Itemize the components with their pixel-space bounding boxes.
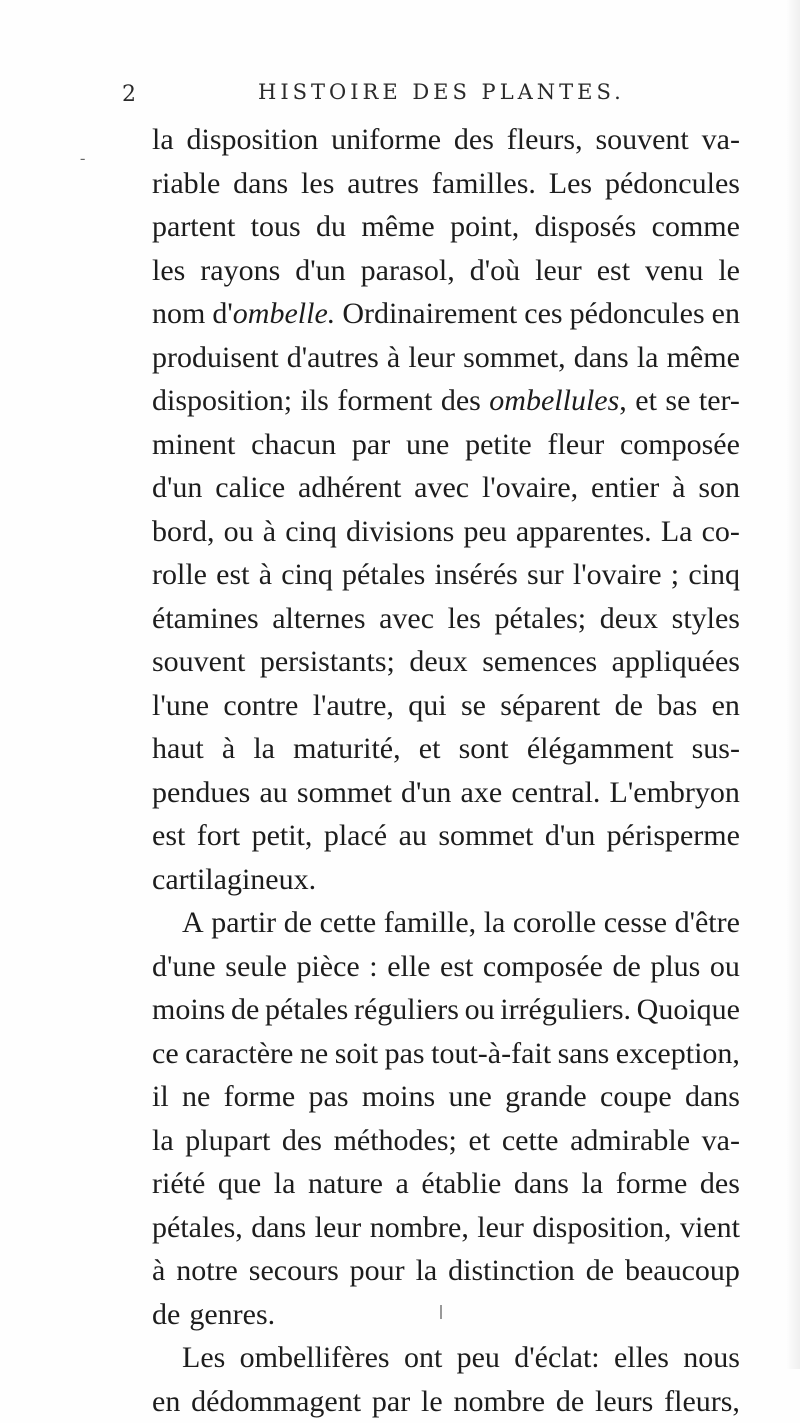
word: disposition, [532,1206,671,1250]
word: même [667,336,740,380]
word: insérés [435,553,518,597]
word: de [231,988,259,1032]
word: des [441,379,481,423]
word: le [718,249,740,293]
word: styles [672,597,740,641]
word: bas [657,684,697,728]
word: méthodes; [334,1119,457,1163]
word: ou [710,945,740,989]
bottom-mark [440,1305,442,1319]
word: pédoncules [570,292,705,336]
word: la [484,901,506,945]
word: et [419,727,441,771]
word: avec [379,597,434,641]
text-line [152,379,740,423]
word: pétales; [495,597,587,641]
word: divisions [346,510,454,554]
word: cinq [285,510,337,554]
word: est [440,945,473,989]
word: leur [535,249,582,293]
word: cesse [604,901,667,945]
word: ces [524,292,562,336]
word: les [301,162,334,206]
word: vient [680,1206,740,1250]
text-line [152,901,740,945]
word: Les [182,1336,225,1380]
word: persistants; [260,640,395,684]
word: adhérent [298,466,401,510]
word: genres. [189,1293,275,1337]
word: d'un [545,814,595,858]
word: forment [337,379,432,423]
word: au [259,771,287,815]
word: est [216,553,249,597]
word: corolle [513,901,596,945]
text-line [152,640,740,684]
word: deux [600,597,658,641]
word: des [700,1162,740,1206]
word: pétales [342,553,425,597]
text-line [152,205,740,249]
word: nature [308,1162,383,1206]
text-line [152,1119,740,1163]
word: : [369,945,377,989]
word: forme [224,1075,296,1119]
word: distinction [448,1249,575,1293]
word: cinq [281,553,333,597]
word: la [152,118,174,162]
word: exception, [616,1032,740,1076]
word: pétales [265,988,348,1032]
word: produisent [152,336,279,380]
word: ou [224,510,254,554]
word: cinq [688,553,740,597]
text-line [152,553,740,597]
word: Les [549,162,592,206]
word: peu [463,510,506,554]
word: pas [385,1032,425,1076]
word: la [637,336,659,380]
word: parasol, [361,249,455,293]
word: beaucoup [625,1249,740,1293]
word: d'éclat: [514,1336,599,1380]
word: admirable [570,1119,690,1163]
word: central. [511,771,600,815]
word: dans [233,162,288,206]
word: ou [465,988,495,1032]
word: pièce [296,945,359,989]
word: secours [249,1249,339,1293]
word: la [253,727,275,771]
word: périsperme [607,814,740,858]
word: à [672,466,685,510]
word: dédommagent [191,1380,361,1423]
word: entier [591,466,659,510]
word: Ordinairement [342,292,517,336]
word: par [352,423,390,467]
word: sont [459,727,509,771]
word: l'une [152,684,209,728]
word: fleurs, [507,118,583,162]
word: dans [574,336,629,380]
text-line [152,597,740,641]
word: va- [702,118,740,162]
word: souvent [152,640,245,684]
word: de [615,684,643,728]
word: nous [683,1336,740,1380]
word: ne [182,1075,210,1119]
word: placé [324,814,387,858]
word: en [712,684,740,728]
word: leur [477,1206,524,1250]
text-line [152,1336,740,1380]
text-line [152,1032,740,1076]
word: pédoncules [605,162,740,206]
word: minent [152,423,235,467]
word: moins [152,988,225,1032]
word: fort [197,814,240,858]
text-line [152,1293,740,1337]
word: d'un [295,249,345,293]
word: est [597,249,630,293]
word: d'un [401,771,451,815]
text-line [152,1380,740,1423]
word: comme [652,205,740,249]
word: uniforme [331,118,441,162]
word: de [586,1249,614,1293]
word: disposés [535,205,637,249]
text-line [152,684,740,728]
text-line [152,510,740,554]
text-line [152,1162,740,1206]
word: les [152,249,185,293]
word: est [152,814,185,858]
word: fleur [548,423,605,467]
word: irréguliers. [500,988,631,1032]
word: ombellules, [489,379,626,423]
word: en [152,1380,180,1423]
word: composée [620,423,740,467]
word: co- [702,510,740,554]
word: en [712,292,740,336]
text-line [152,336,740,380]
word: d'un [152,466,202,510]
word: à [152,1249,165,1293]
word: à [222,727,235,771]
word: calice [215,466,285,510]
word: tous [251,205,301,249]
word: ombellifères [240,1336,390,1380]
word: va- [702,1119,740,1163]
word: la [416,1249,438,1293]
word: ter- [699,379,740,423]
word: maturité, [293,727,400,771]
word: contre [223,684,298,728]
word: ne [300,1032,328,1076]
word: sommet [438,814,533,858]
word: deux [409,640,467,684]
word: axe [461,771,503,815]
word: bord, [152,510,215,554]
word: de [612,945,640,989]
word: dans [251,1206,306,1250]
text-line [152,858,740,902]
word: sans [558,1032,610,1076]
word: partent [152,205,235,249]
word: soit [335,1032,378,1076]
word: alternes [272,597,365,641]
body-text [152,118,740,1423]
word: ; [671,553,679,597]
word: autres [347,162,419,206]
word: coupe [600,1075,672,1119]
word: des [282,1119,322,1163]
word: réguliers [354,988,459,1032]
running-head [0,80,800,112]
word: pendues [152,771,250,815]
word: d'autres [287,336,379,380]
word: plupart [185,1119,270,1163]
text-line [152,945,740,989]
word: a [396,1162,409,1206]
word: apparentes. [516,510,652,554]
text-line [152,771,740,815]
word: petit, [252,814,313,858]
page-edge-shade [786,0,800,1369]
word: riable [152,162,220,206]
word: cette [502,1119,559,1163]
word: d'une [152,945,216,989]
word: il [152,1075,169,1119]
word: La [661,510,693,554]
word: pas [309,1075,349,1119]
word: étamines [152,597,259,641]
word: du [316,205,346,249]
word: ce [152,1032,179,1076]
word: d'être [675,901,740,945]
word: les [448,597,481,641]
word: que [218,1162,261,1206]
text-line [152,249,740,293]
word: riété [152,1162,205,1206]
text-line [152,292,740,336]
word: fleurs, [664,1380,740,1423]
word: d'ombelle. [212,292,335,336]
word: par [372,1380,410,1423]
word: disposition [187,118,319,162]
word: sus- [692,727,740,771]
word: disposition; [152,379,292,423]
word: grande [505,1075,587,1119]
page-number: 2 [122,82,136,107]
word: A [182,901,204,945]
word: sommet [297,771,392,815]
running-title: HISTOIRE DES PLANTES. [258,80,625,104]
text-line [152,814,740,858]
word: point, [450,205,519,249]
text-line [152,1075,740,1119]
word: seule [225,945,287,989]
word: au [399,814,427,858]
word: son [698,466,740,510]
word: pétales, [152,1206,243,1250]
text-line [152,466,740,510]
word: cartilagineux. [152,858,316,902]
word: leur [408,336,455,380]
text-line [152,1206,740,1250]
word: la [274,1162,296,1206]
word: elles [614,1336,669,1380]
word: tout-à-fait [431,1032,551,1076]
word: à [387,336,400,380]
word: appliquées [612,640,740,684]
word: cette [320,901,377,945]
word: peu [457,1336,500,1380]
word: plus [650,945,700,989]
margin-mark: - [80,150,85,168]
word: Quoique [637,988,740,1032]
word: leurs [595,1380,653,1423]
word: avec [414,466,469,510]
word: ont [404,1336,442,1380]
word: se [461,684,486,728]
word: l'autre, [313,684,394,728]
word: et [635,379,657,423]
word: de [152,1293,180,1337]
word: une [406,423,449,467]
word: le [421,1380,443,1423]
word: nom [152,292,205,336]
word: même [361,205,434,249]
word: venu [645,249,703,293]
word: chacun [251,423,336,467]
word: rolle [152,553,207,597]
word: de [556,1380,584,1423]
word: souvent [595,118,688,162]
word: à [263,510,276,554]
word: rayons [200,249,280,293]
word: de [284,901,312,945]
word: leur [315,1206,362,1250]
word: nombre, [370,1206,469,1250]
word: la [152,1119,174,1163]
word: caractère [185,1032,293,1076]
word: qui [408,684,446,728]
word: élégamment [527,727,674,771]
word: partir [211,901,276,945]
text-line [152,423,740,467]
word: des [454,118,494,162]
word: l'ovaire, [482,466,578,510]
word: sur [527,553,564,597]
word: l'ovaire [573,553,662,597]
word: familles. [432,162,536,206]
text-line [152,118,740,162]
word: L'embryon [610,771,740,815]
word: nombre [453,1380,545,1423]
word: elle [387,945,430,989]
word: petite [465,423,532,467]
text-line [152,162,740,206]
word: forme [616,1162,688,1206]
word: haut [152,727,204,771]
word: ils [301,379,329,423]
word: à [259,553,272,597]
word: d'où [470,249,520,293]
word: moins [362,1075,435,1119]
word: séparent [500,684,600,728]
word: la [581,1162,603,1206]
text-line [152,727,740,771]
word: une [448,1075,491,1119]
word: dans [685,1075,740,1119]
word: notre [176,1249,238,1293]
word: dans [514,1162,569,1206]
word: établie [421,1162,501,1206]
word: semences [482,640,597,684]
text-line [152,988,740,1032]
word: sommet, [463,336,566,380]
word: composée [483,945,603,989]
word: se [665,379,690,423]
text-line [152,1249,740,1293]
word: et [469,1119,491,1163]
word: famille, [384,901,476,945]
word: pour [350,1249,405,1293]
